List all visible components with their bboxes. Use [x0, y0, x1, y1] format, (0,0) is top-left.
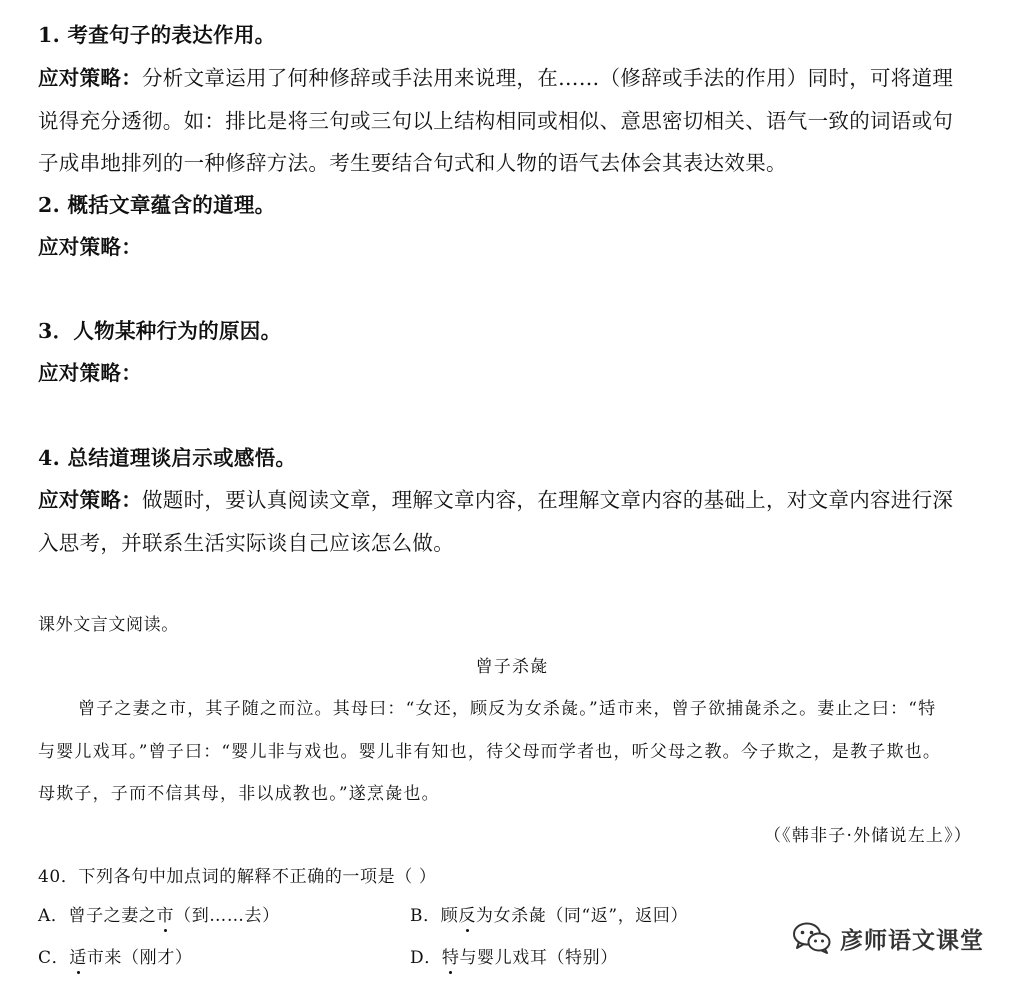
strategy-text-line: 入思考，并联系生活实际谈自己应该怎么做。 — [38, 531, 454, 555]
passage-line: 母欺子，子而不信其母，非以成教也。”遂烹彘也。 — [38, 784, 440, 804]
section-4-strategy — [38, 483, 953, 513]
option-letter: B． — [410, 906, 441, 926]
section-3-strategy-label: 应对策略： — [38, 361, 142, 385]
strategy-text: 分析文章运用了何种修辞或手法用来说理，在……（修辞或手法的作用）同时，可将道理 — [142, 66, 954, 90]
reading-intro: 课外文言文阅读。 — [38, 615, 179, 635]
watermark-text: 彦师语文课堂 — [840, 927, 984, 954]
strategy-label: 应对策略： — [38, 66, 142, 90]
option-text: 曾子之妻之 — [68, 906, 157, 926]
option-a — [38, 901, 280, 926]
question-stem: 40．下列各句中加点词的解释不正确的一项是（ ） — [38, 867, 437, 887]
wechat-icon — [792, 921, 832, 955]
section-2-strategy-label: 应对策略： — [38, 235, 142, 259]
passage-line: 曾子之妻之市，其子随之而泣。其母曰：“女还，顾反为女杀彘。”适市来，曾子欲捕彘杀之。妻止之曰：“特 — [78, 699, 937, 719]
dotted-word: 反 — [458, 906, 476, 926]
strategy-label: 应对策略： — [38, 488, 142, 512]
strategy-text-line: 说得充分透彻。如：排比是将三句或三句以上结构相同或相似、意思密切相关、语气一致的词语或句 — [38, 109, 954, 133]
watermark — [792, 918, 984, 958]
option-letter: A． — [38, 906, 69, 926]
strategy-text: 做题时，要认真阅读文章，理解文章内容，在理解文章内容的基础上，对文章内容进行深 — [142, 488, 954, 512]
strategy-text-line: 子成串地排列的一种修辞方法。考生要结合句式和人物的语气去体会其表达效果。 — [38, 151, 787, 175]
section-2-heading: 2. 概括文章蕴含的道理。 — [38, 193, 276, 217]
passage-line: 与婴儿戏耳。”曾子曰：“婴儿非与戏也。婴儿非有知也，待父母而学者也，听父母之教。今子欺之，是教子欺也。 — [38, 742, 942, 762]
section-1-heading: 1. 考查句子的表达作用。 — [38, 23, 276, 47]
section-3-heading: 3．人物某种行为的原因。 — [38, 319, 282, 343]
passage-title: 曾子杀彘 — [475, 657, 549, 677]
option-text: 与婴儿戏耳（特别） — [459, 948, 618, 968]
option-letter: D． — [410, 948, 442, 968]
option-letter: C． — [38, 948, 70, 968]
option-text: （到……去） — [174, 906, 280, 926]
option-text: 顾 — [440, 906, 459, 926]
option-text: 市来（刚才） — [86, 948, 193, 968]
passage-source: （《韩非子·外储说左上》） — [763, 826, 972, 846]
section-4-heading: 4. 总结道理谈启示或感悟。 — [38, 446, 297, 470]
option-d — [410, 943, 618, 968]
dotted-word: 特 — [441, 948, 460, 968]
option-b — [410, 901, 688, 926]
dotted-word: 适 — [69, 948, 87, 968]
option-c — [38, 943, 192, 968]
section-1-strategy — [38, 61, 953, 91]
option-text: 为女杀彘（同“返”，返回） — [475, 906, 689, 926]
dotted-word: 市 — [156, 906, 175, 926]
